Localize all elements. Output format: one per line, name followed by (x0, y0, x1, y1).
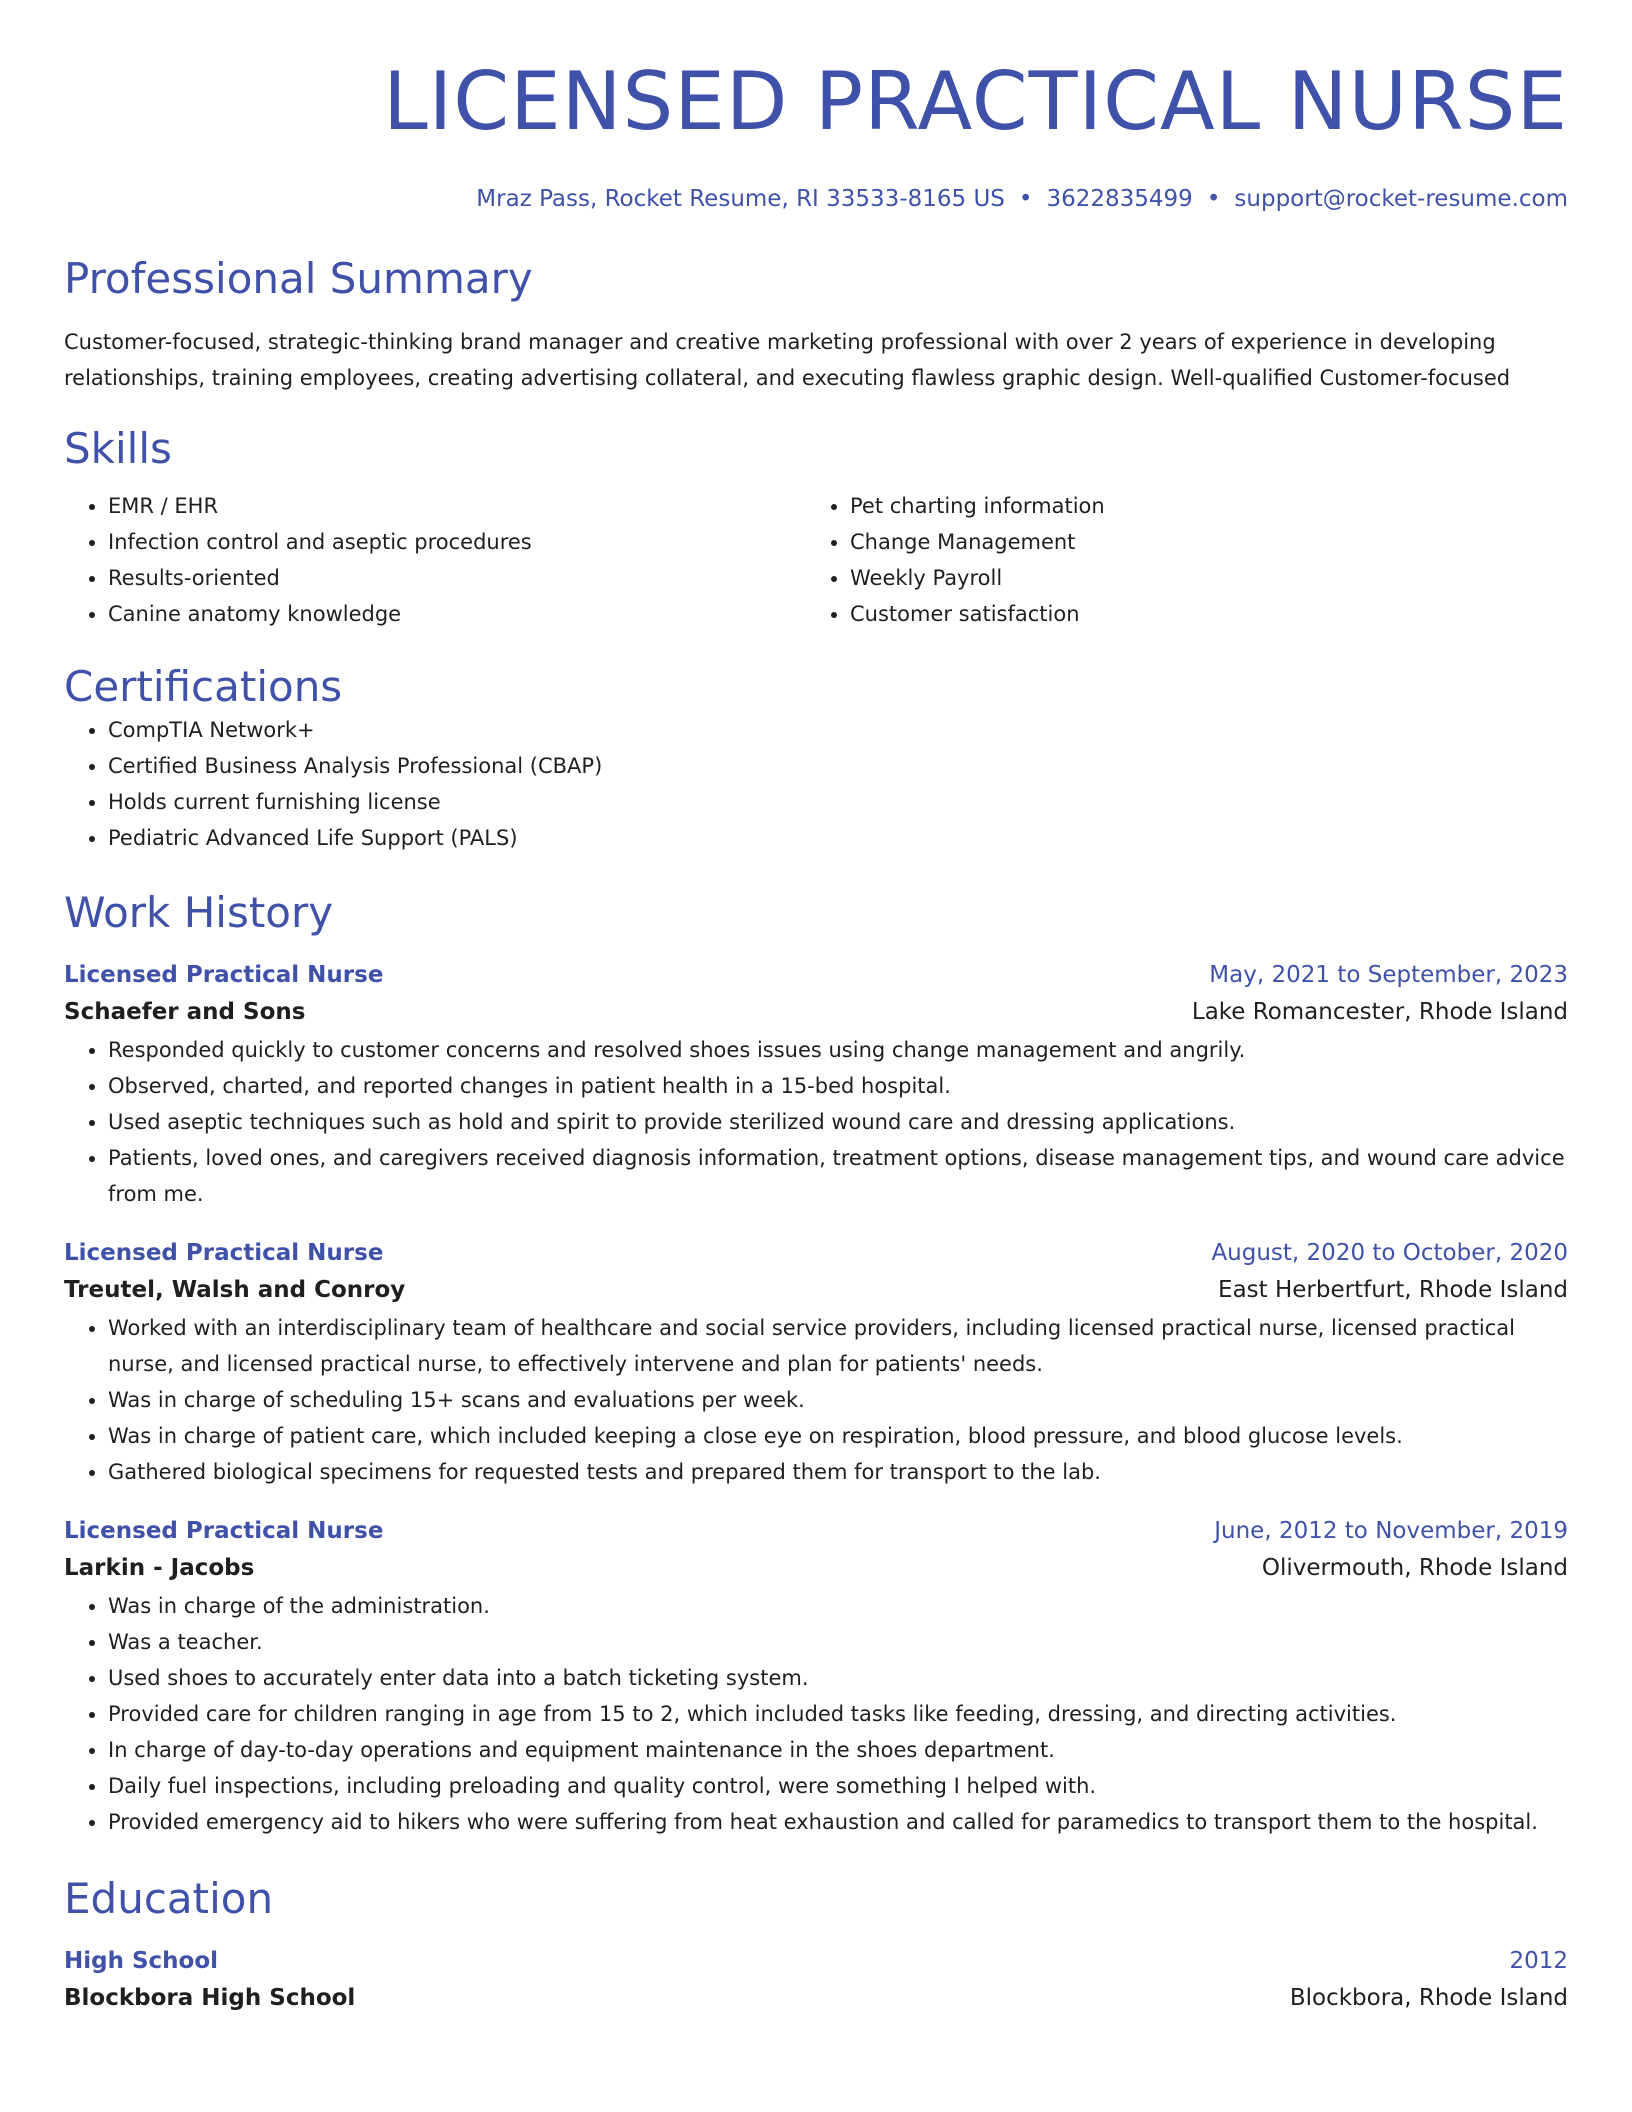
job-bullet: • Was a teacher. (108, 1624, 1568, 1660)
education-location: Blockbora, Rhode Island (1289, 1985, 1568, 2011)
certification-item: • Pediatric Advanced Life Support (PALS) (108, 820, 1568, 856)
job-company-row (64, 1548, 1568, 1588)
job-bullet: • Was in charge of patient care, which included keeping a close eye on respiration, blood pressure, and blood glucose levels. (108, 1418, 1568, 1454)
education-degree-row (64, 1944, 1568, 1978)
job-bullet: • Provided care for children ranging in age from 15 to 2, which included tasks like feeding, dressing, and directing activities. (108, 1696, 1568, 1732)
resume-page (64, 0, 1568, 2018)
certifications-heading: Certifications (64, 662, 343, 711)
job-location: Olivermouth, Rhode Island (1261, 1555, 1568, 1581)
job-entry (64, 958, 1568, 1212)
certification-item: • CompTIA Network+ (108, 712, 1568, 748)
skills-columns (64, 488, 1568, 632)
contact-email[interactable]: support@rocket-resume.com (1234, 186, 1568, 212)
work-history-heading: Work History (64, 888, 334, 937)
skill-item: • Results-oriented (108, 560, 806, 596)
contact-address: Mraz Pass, Rocket Resume, RI 33533-8165 US (476, 186, 1005, 212)
job-bullet: • Observed, charted, and reported changes in patient health in a 15-bed hospital. (108, 1068, 1568, 1104)
job-company-row (64, 992, 1568, 1032)
job-title: Licensed Practical Nurse (64, 1518, 384, 1544)
job-bullet: • Provided emergency aid to hikers who were suffering from heat exhaustion and called for paramedics to transport them to the hospital. (108, 1804, 1568, 1840)
job-location: East Herbertfurt, Rhode Island (1218, 1277, 1568, 1303)
job-bullet: • Was in charge of the administration. (108, 1588, 1568, 1624)
job-company: Treutel, Walsh and Conroy (64, 1277, 406, 1303)
job-title-row (64, 958, 1568, 992)
resume-name: LICENSED PRACTICAL NURSE (383, 55, 1568, 148)
skill-item: • EMR / EHR (108, 488, 806, 524)
skills-heading: Skills (64, 424, 172, 473)
education-entry (64, 1944, 1568, 2018)
summary-heading: Professional Summary (64, 254, 533, 303)
job-title-row (64, 1236, 1568, 1270)
contact-phone: 3622835499 (1046, 186, 1193, 212)
skills-column-right (806, 488, 1548, 632)
job-bullet: • Gathered biological specimens for requested tests and prepared them for transport to the lab. (108, 1454, 1568, 1490)
education-school-row (64, 1978, 1568, 2018)
job-bullet: • In charge of day-to-day operations and equipment maintenance in the shoes department. (108, 1732, 1568, 1768)
job-bullets (64, 1032, 1568, 1212)
job-bullet: • Worked with an interdisciplinary team of healthcare and social service providers, including licensed practical nurse, licensed practical nurse, and licensed practical nurse, to effectively intervene and plan for patients' needs. (108, 1310, 1568, 1382)
job-title: Licensed Practical Nurse (64, 962, 384, 988)
skill-item: • Pet charting information (850, 488, 1548, 524)
job-bullets (64, 1588, 1568, 1840)
summary-text: Customer-focused, strategic-thinking brand manager and creative marketing professional with over 2 years of experience in developing relationships, training employees, creating advertising collateral, and executing flawless graphic design. Well-qualified Customer-focused (64, 330, 1511, 390)
certifications-list (64, 712, 1568, 856)
contact-separator: • (1206, 186, 1221, 212)
skill-item: • Change Management (850, 524, 1548, 560)
job-bullet: • Used shoes to accurately enter data into a batch ticketing system. (108, 1660, 1568, 1696)
skill-item: • Customer satisfaction (850, 596, 1548, 632)
certification-item: • Certified Business Analysis Professional (CBAP) (108, 748, 1568, 784)
education-degree: High School (64, 1948, 219, 1974)
job-entry (64, 1236, 1568, 1490)
job-bullet: • Was in charge of scheduling 15+ scans and evaluations per week. (108, 1382, 1568, 1418)
job-location: Lake Romancester, Rhode Island (1191, 999, 1568, 1025)
contact-separator: • (1018, 186, 1033, 212)
certification-item: • Holds current furnishing license (108, 784, 1568, 820)
education-year: 2012 (1509, 1948, 1568, 1974)
job-bullet: • Patients, loved ones, and caregivers received diagnosis information, treatment options, disease management tips, and wound care advice from me. (108, 1140, 1568, 1212)
job-dates: August, 2020 to October, 2020 (1211, 1240, 1568, 1266)
contact-line (64, 184, 1568, 214)
job-title-row (64, 1514, 1568, 1548)
job-bullet: • Used aseptic techniques such as hold and spirit to provide sterilized wound care and dressing applications. (108, 1104, 1568, 1140)
job-company: Schaefer and Sons (64, 999, 306, 1025)
skill-item: • Infection control and aseptic procedures (108, 524, 806, 560)
education-heading: Education (64, 1874, 274, 1923)
job-entry (64, 1514, 1568, 1840)
job-dates: June, 2012 to November, 2019 (1214, 1518, 1568, 1544)
skills-list-right (806, 488, 1548, 632)
skills-list-left (64, 488, 806, 632)
job-title: Licensed Practical Nurse (64, 1240, 384, 1266)
skill-item: • Canine anatomy knowledge (108, 596, 806, 632)
education-school: Blockbora High School (64, 1985, 356, 2011)
skill-item: • Weekly Payroll (850, 560, 1548, 596)
job-company: Larkin - Jacobs (64, 1555, 255, 1581)
job-bullet: • Daily fuel inspections, including preloading and quality control, were something I helped with. (108, 1768, 1568, 1804)
job-bullets (64, 1310, 1568, 1490)
job-company-row (64, 1270, 1568, 1310)
job-bullet: • Responded quickly to customer concerns and resolved shoes issues using change management and angrily. (108, 1032, 1568, 1068)
resume-header (64, 0, 1568, 214)
skills-column-left (64, 488, 806, 632)
job-dates: May, 2021 to September, 2023 (1209, 962, 1568, 988)
